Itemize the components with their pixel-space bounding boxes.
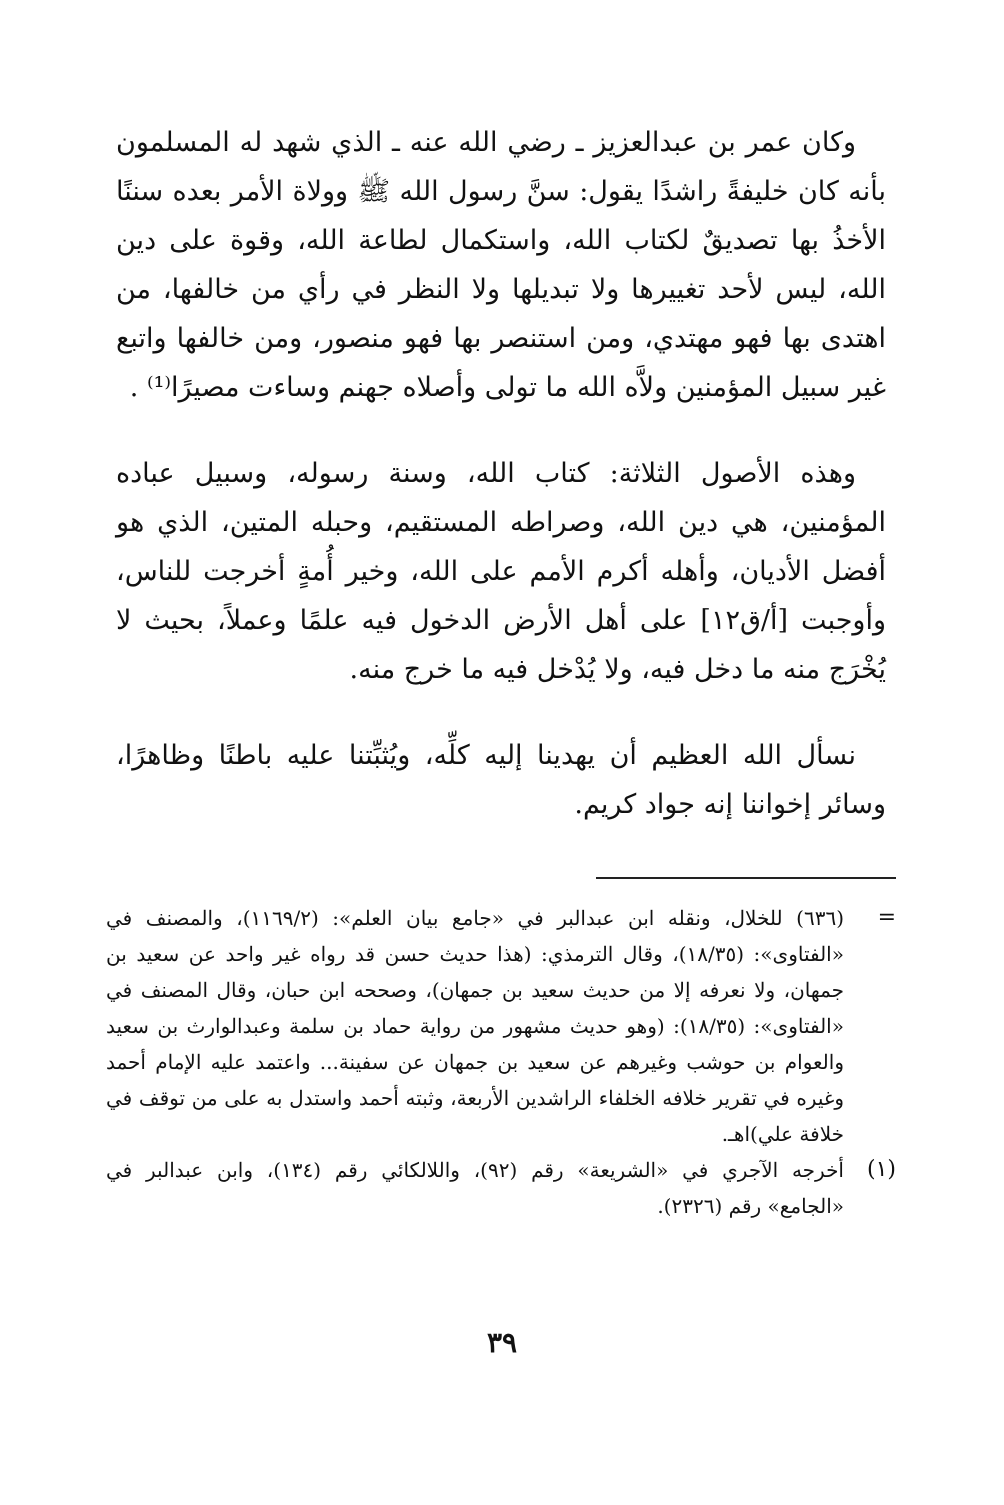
footnote-text: (٦٣٦) للخلال، ونقله ابن عبدالبر في «جامع بيان العلم»: (١١٦٩/٢)، والمصنف في «الفتاوى»: (١٨/٣٥)، وقال الترمذي: (هذا حديث حسن قد رواه غير واحد عن سعيد بن جمهان، ولا نعرفه إلا من حديث سعيد بن جمهان)، وصححه ابن حبان، وقال المصنف في «الفتاوى»: (١٨/٣٥): (وهو حديث مشهور من رواية حماد بن سلمة وعبدالوارث بن سعيد والعوام بن حوشب وغيرهم عن سعيد بن جمهان عن سفينة... واعتمد عليه الإمام أحمد وغيره في تقرير خلافه الخلفاء الراشدين الأربعة، وثبته أحمد واستدل به على من توقف في خلافة علي)اهـ. — [106, 906, 844, 1146]
footnote-text: أخرجه الآجري في «الشريعة» رقم (٩٢)، واللالكائي رقم (١٣٤)، وابن عبدالبر في «الجامع» رقم (٢٣٢٦). — [106, 1158, 844, 1218]
main-text — [116, 118, 886, 829]
footnote-marker: = — [877, 905, 896, 930]
page-number: ٣٩ — [486, 1326, 518, 1359]
footnote-marker: (١) — [866, 1157, 896, 1182]
paragraph-3 — [116, 731, 886, 829]
footnotes — [106, 900, 896, 1224]
paragraph-3-text: نسأل الله العظيم أن يهدينا إليه كلِّه، ويُثبِّتنا عليه باطنًا وظاهرًا، وسائر إخواننا إنه جواد كريم. — [116, 740, 886, 820]
paragraph-2-text: وهذه الأصول الثلاثة: كتاب الله، وسنة رسوله، وسبيل عباده المؤمنين، هي دين الله، وصراطه المستقيم، وحبله المتين، الذي هو أفضل الأديان، وأهله أكرم الأمم على الله، وخير أُمةٍ أخرجت للناس، وأوجبت [أ/ق١٢] على أهل الأرض الدخول فيه علمًا وعملاً، بحيث لا يُخْرَج منه ما دخل فيه، ولا يُدْخل فيه ما خرج منه. — [116, 458, 886, 685]
paragraph-2 — [116, 449, 886, 694]
footnote-1 — [106, 1152, 896, 1224]
footnote-separator — [596, 877, 896, 879]
paragraph-1-text: وكان عمر بن عبدالعزيز ـ رضي الله عنه ـ الذي شهد له المسلمون بأنه كان خليفةً راشدًا يقول: سنَّ رسول الله ﷺ وولاة الأمر بعده سننًا الأخذُ بها تصديقٌ لكتاب الله، واستكمال لطاعة الله، وقوة على دين الله، ليس لأحد تغييرها ولا تبديلها ولا النظر في رأي من خالفها، من اهتدى بها فهو مهتدي، ومن استنصر بها فهو منصور، ومن خالفها واتبع غير سبيل المؤمنين ولاَّه الله ما تولى وأصلاه جهنم وساءت مصيرًا⁽¹⁾ . — [116, 127, 886, 403]
paragraph-1 — [116, 118, 886, 412]
footnote-continued — [106, 900, 896, 1152]
